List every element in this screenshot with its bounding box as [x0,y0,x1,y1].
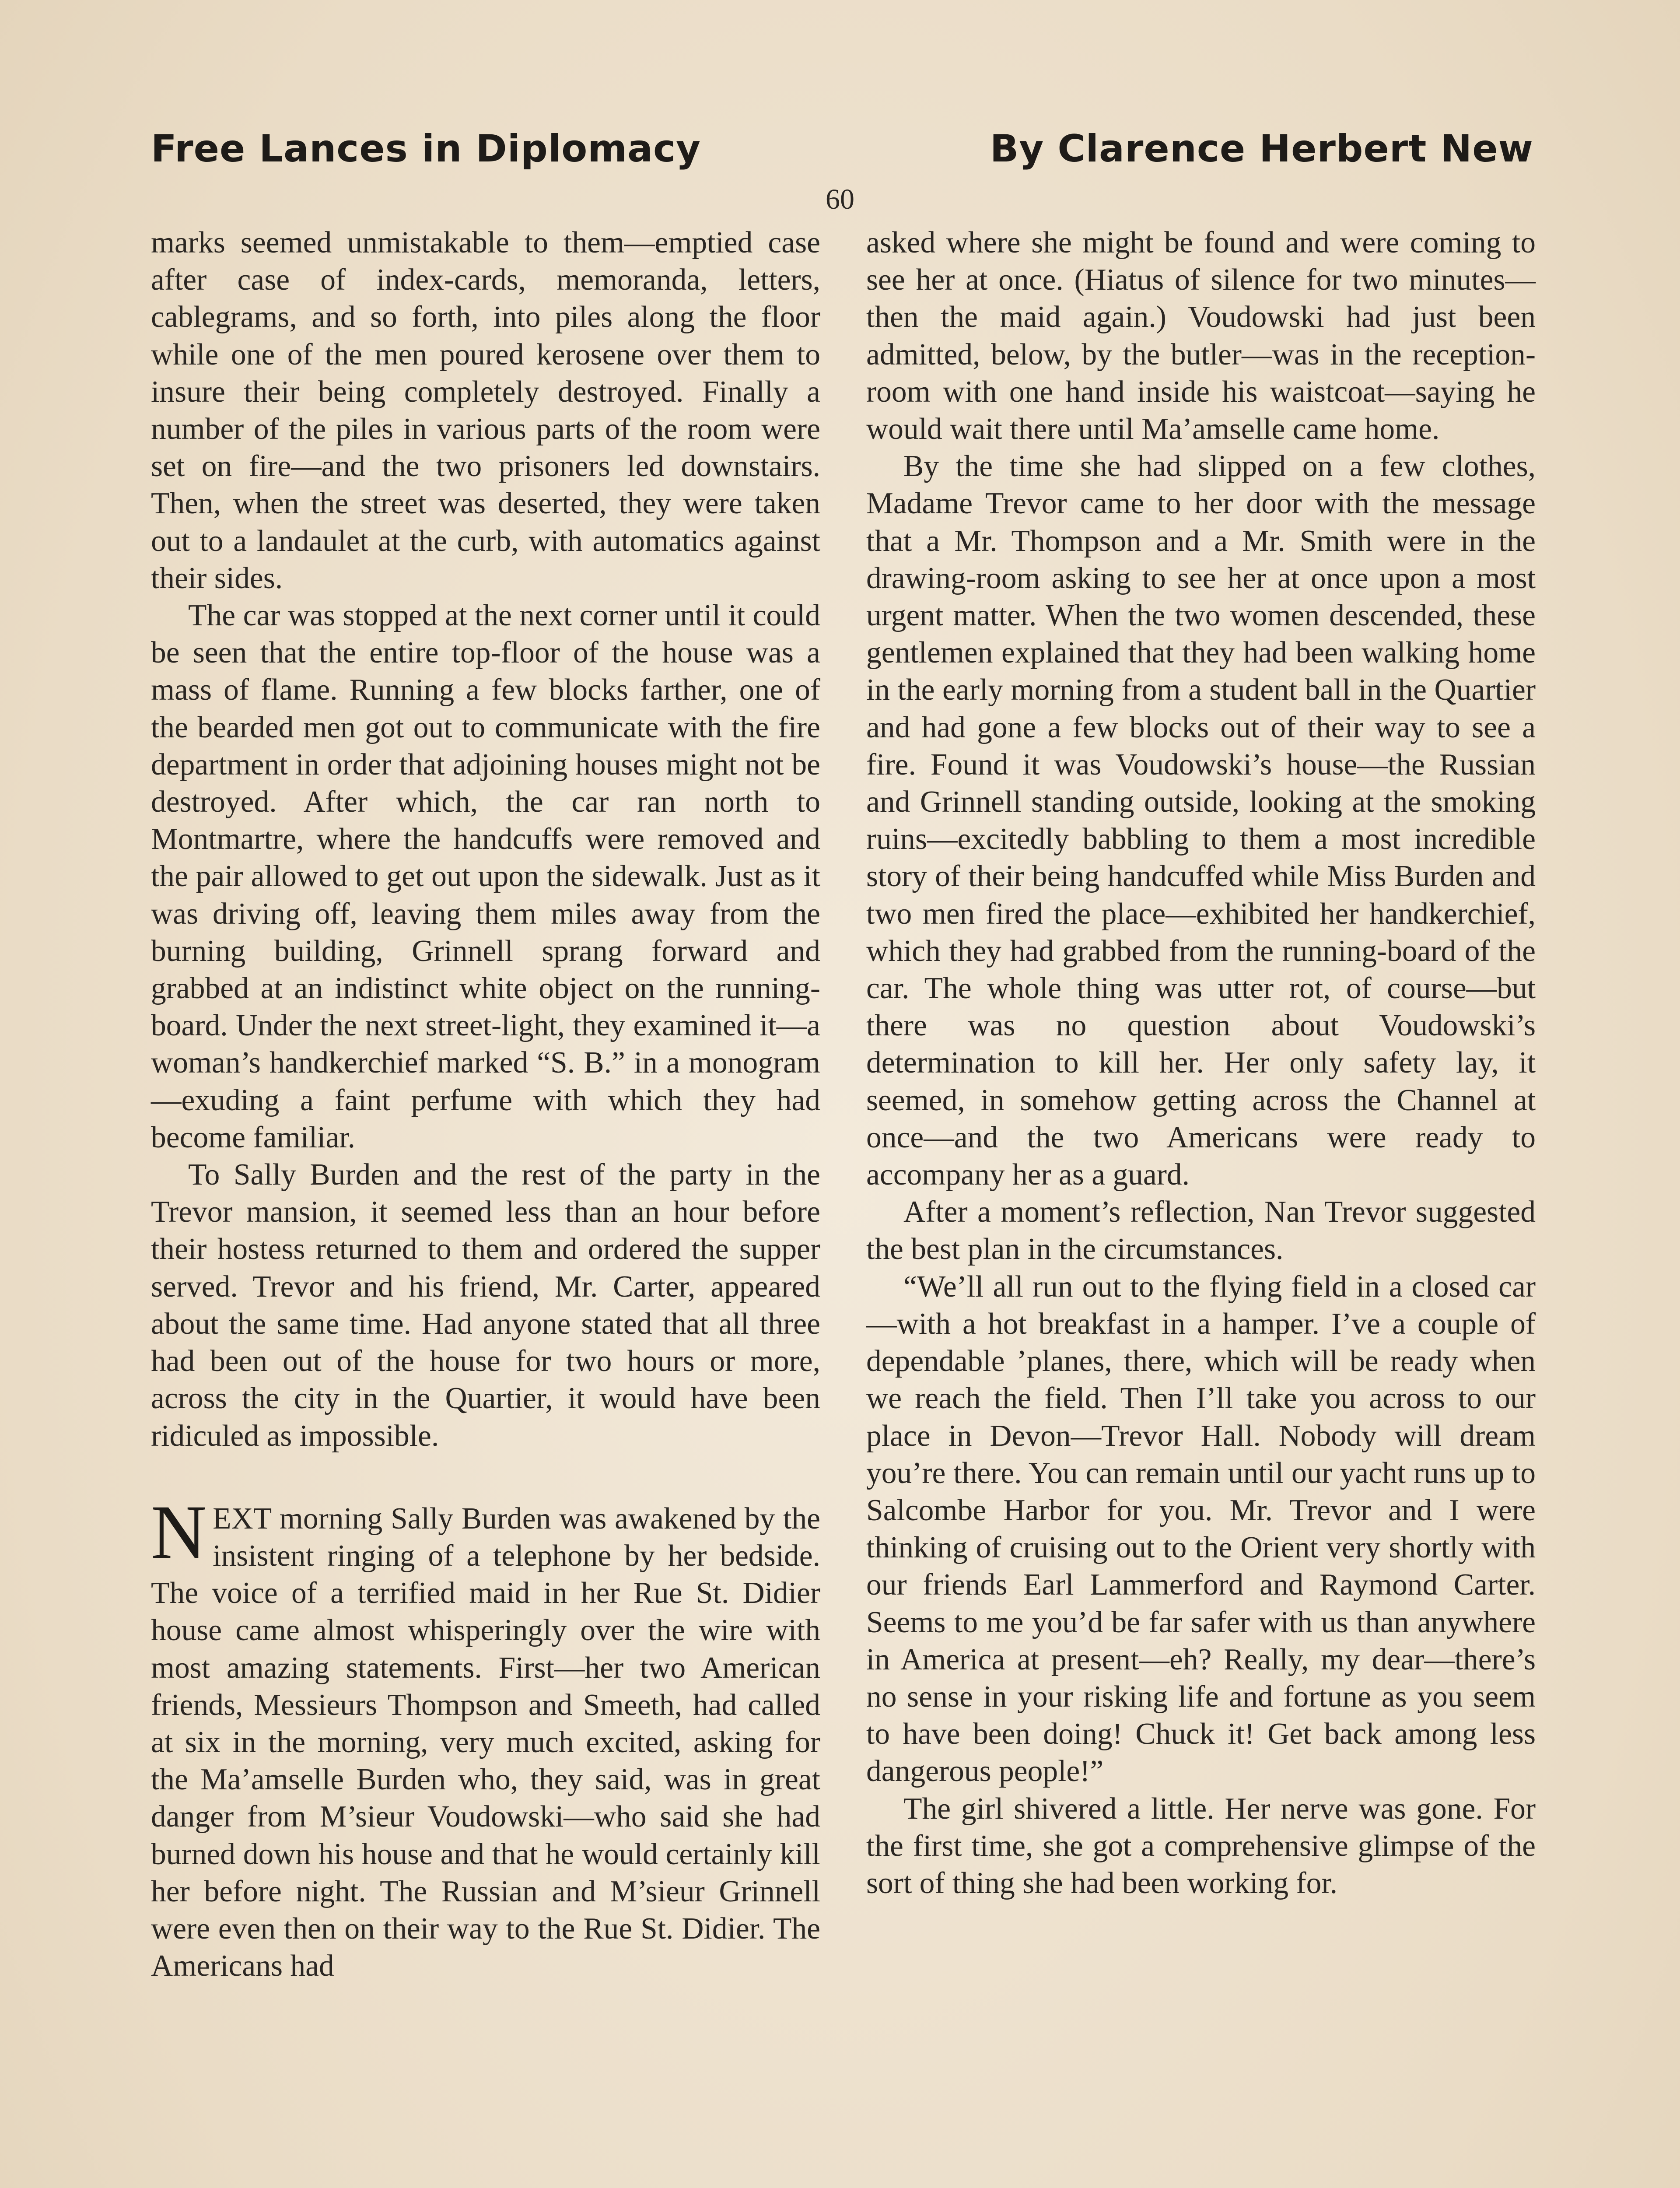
paragraph: To Sally Burden and the rest of the party in the Trevor mansion, it seemed less than an hour before their hostess returned to them and ordered the supper served. Trevor and his friend, Mr. Carter, appeared about the same time. Had anyone stated that all three had been out of the house for two hours or more, across the city in the Quartier, it would have been ridiculed as impossible. [151,1158,820,1453]
author-byline: By Clarence Herbert New [990,127,1533,171]
running-header [151,127,1533,184]
paragraph: The girl shivered a little. Her nerve was gone. For the first time, she got a comprehensive glimpse of the sort of thing she had been working for. [866,1792,1536,1900]
story-title: Free Lances in Diplomacy [151,127,701,171]
drop-cap: N [151,1489,207,1575]
paragraph: After a moment’s reflection, Nan Trevor suggested the best plan in the circumstances. [866,1195,1536,1266]
paragraph: asked where she might be found and were coming to see her at once. (Hiatus of silence for two minutes—then the maid again.) Voudowski had just been admitted, below, by the butler—was in the reception-room with one hand inside his waistcoat—saying he would wait there until Ma’amselle came home. [866,226,1536,446]
section-opening-paragraph [151,1489,820,1985]
paragraph: The car was stopped at the next corner until it could be seen that the entire top-floor of the house was a mass of flame. Running a few blocks farther, one of the bearded men got out to communicate with the fire department in order that adjoining houses might not be destroyed. After which, the car ran north to Montmartre, where the handcuffs were removed and the pair allowed to get out upon the sidewalk. Just as it was driving off, leaving them miles away from the burning building, Grinnell sprang forward and grabbed at an indistinct white object on the running-board. Under the next street-light, they examined it—a woman’s handkerchief marked “S. B.” in a monogram—exuding a faint perfume with which they had become familiar. [151,599,820,1154]
text-columns [151,224,1536,2188]
paragraph: marks seemed unmistakable to them—emptied case after case of index-cards, memoranda, letters, cablegrams, and so forth, into piles along the floor while one of the men poured kerosene over them to insure their being completely destroyed. Finally a number of the piles in various parts of the room were set on fire—and the two prisoners led downstairs. Then, when the street was deserted, they were taken out to a landaulet at the curb, with automatics against their sides. [151,226,820,595]
page-number: 60 [826,183,854,215]
paragraph: By the time she had slipped on a few clothes, Madame Trevor came to her door with the message that a Mr. Thompson and a Mr. Smith were in the drawing-room asking to see her at once upon a most urgent matter. When the two women descended, these gentlemen explained that they had been walking home in the early morning from a student ball in the Quartier and had gone a few blocks out of their way to see a fire. Found it was Voudowski’s house—the Russian and Grinnell standing outside, looking at the smoking ruins—excitedly babbling to them a most incredible story of their being handcuffed while Miss Burden and two men fired the place—exhibited her handkerchief, which they had grabbed from the running-board of the car. The whole thing was utter rot, of course—but there was no question about Voudowski’s determination to kill her. Her only safety lay, it seemed, in somehow getting across the Channel at once—and the two Americans were ready to accompany her as a guard. [866,449,1536,1192]
right-column [866,224,1536,2188]
left-column [151,224,820,2188]
paragraph: “We’ll all run out to the flying field in a closed car—with a hot breakfast in a hamper. I’ve a couple of dependable ’planes, there, which will be ready when we reach the field. Then I’ll take you across to our place in Devon—Trevor Hall. Nobody will dream you’re there. You can remain until our yacht runs up to Salcombe Harbor for you. Mr. Trevor and I were thinking of cruising out to the Orient very shortly with our friends Earl Lammerford and Raymond Carter. Seems to me you’d be far safer with us than anywhere in America at present—eh? Really, my dear—there’s no sense in your risking life and fortune as you seem to have been doing! Chuck it! Get back among less dangerous people!” [866,1269,1536,1788]
paragraph-text: EXT morning Sally Burden was awakened by the insistent ringing of a telephone by her bedside. The voice of a terrified maid in her Rue St. Didier house came almost whisperingly over the wire with most amazing statements. First—her two American friends, Messieurs Thompson and Smeeth, had called at six in the morning, very much excited, asking for the Ma’amselle Burden who, they said, was in great danger from M’sieur Voudowski—who said she had burned down his house and that he would certainly kill her before night. The Russian and M’sieur Grinnell were even then on their way to the Rue St. Didier. The Americans had [151,1501,820,1983]
